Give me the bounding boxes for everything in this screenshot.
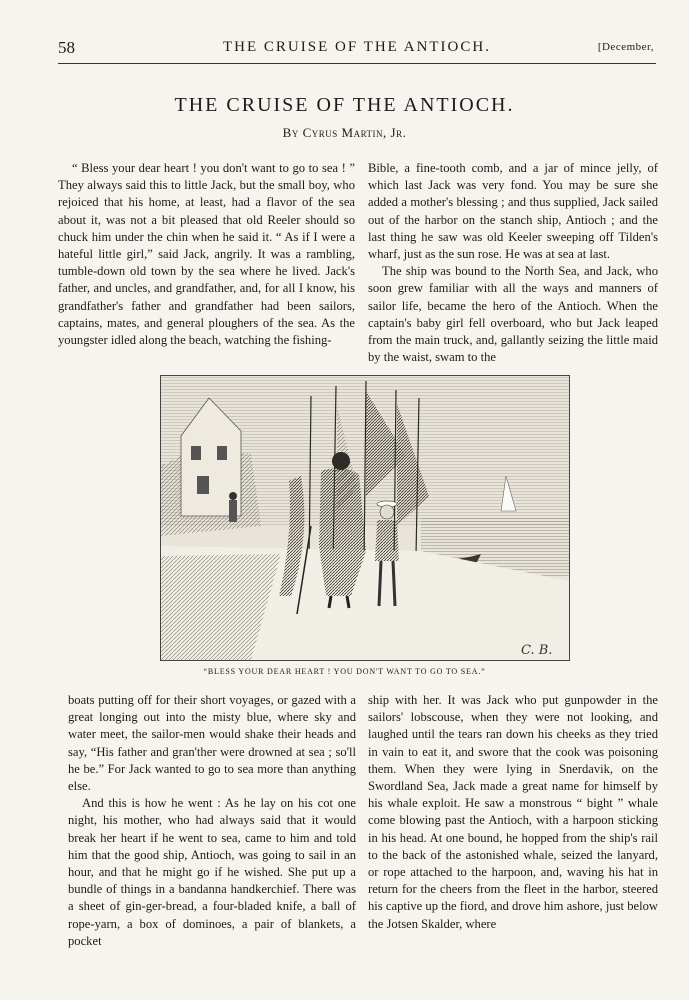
paragraph: ship with her. It was Jack who put gunpowder in the sailors' lobscouse, when they were not looking, and laughed until the tears ran down his cheeks as they tried in vain to eat it, and swore that the cook was poisoning them. When they were lying in Snerdavik, on the Swordland Sea, Jack made a great name for himself by his whale exploit. He saw a monstrous “ bight ” whale come blowing past the Antioch, with a harpoon sticking in his head. At one bound, he hopped from the ship's rail to the back of the astonished whale, seized the lanyard, or rope attached to the harpoon, and, waving his hat in return for the cheers from the fleet in the harbor, steered his captive up the fiord, and drove him ashore, just below the Jotsen Skalder, where <box>368 693 658 931</box>
paragraph: The ship was bound to the North Sea, and Jack, who soon grew familiar with all the ways and manners of sailor life, became the hero of the Antioch. When the captain's baby girl fell overboard, who but Jack leaped from the main truck, and, gallantly seizing the little maid by the waist, swam to the <box>368 264 658 365</box>
paragraph: “ Bless your dear heart ! you don't want to go to sea ! ” They always said this to little Jack, but the small boy, who rejoiced that his home, at least, had a flavor of the sea about it, was not a bit pleased that old Reeler should so chuck him under the chin when he said it. “ As if I were a hateful little girl,” said Jack, angrily. It was a rambling, tumble-down old town by the sea where he lived. Jack's father, and uncles, and grandfather, and, for all I know, his grandfather's father and grandfather had been sailors, captains, mates, and general ploughers of the sea. As the youngster idled along the beach, watching the fishing- <box>58 161 355 348</box>
paragraph: boats putting off for their short voyages, or gazed with a great longing out into the misty blue, where sky and water meet, the sailor-men would shake their heads and say, “His father and gran'ther were drowned at sea ; so'll he be.” For Jack wanted to go to sea more than anything else. <box>68 693 356 794</box>
byline: By Cyrus Martin, Jr. <box>282 125 407 140</box>
column-top-right <box>368 160 658 366</box>
running-head-month: [December, <box>597 41 654 53</box>
engraving-illustration <box>160 375 570 661</box>
column-bottom-right <box>368 692 658 933</box>
paragraph: Bible, a fine-tooth comb, and a jar of mince jelly, of which last Jack was very fond. You may be sure she added a mother's blessing ; and thus supplied, Jack sailed out of the harbor on the stanch ship, Antioch ; and the last thing he saw was old Keeler sweeping off Tilden's wharf, just as the sun rose. He was at sea at last. <box>368 161 658 262</box>
column-top-left <box>58 160 355 349</box>
paragraph: And this is how he went : As he lay on his cot one night, his mother, who had always said that it would break her heart if he went to sea, came to him and told him that the good ship, Antioch, was going to sail in an hour, and that he might go if he wished. She put up a bundle of things in a bandanna handkerchief. There was a sheet of gin-ger-bread, a four-bladed knife, a ball of rope-yarn, a box of dominoes, a pair of blankets, a pocket <box>68 796 356 948</box>
page-number: 58 <box>58 38 75 57</box>
article-title: THE CRUISE OF THE ANTIOCH. <box>174 94 515 116</box>
running-head <box>58 38 656 60</box>
running-head-title: THE CRUISE OF THE ANTIOCH. <box>223 39 491 55</box>
header-rule <box>58 63 656 64</box>
harbor-scene-engraving <box>161 376 569 660</box>
illustrator-signature: C. B. <box>521 643 553 658</box>
column-bottom-left <box>68 692 356 950</box>
illustration-caption: “BLESS YOUR DEAR HEART ! YOU DON'T WANT TO GO TO SEA.” <box>203 667 486 676</box>
